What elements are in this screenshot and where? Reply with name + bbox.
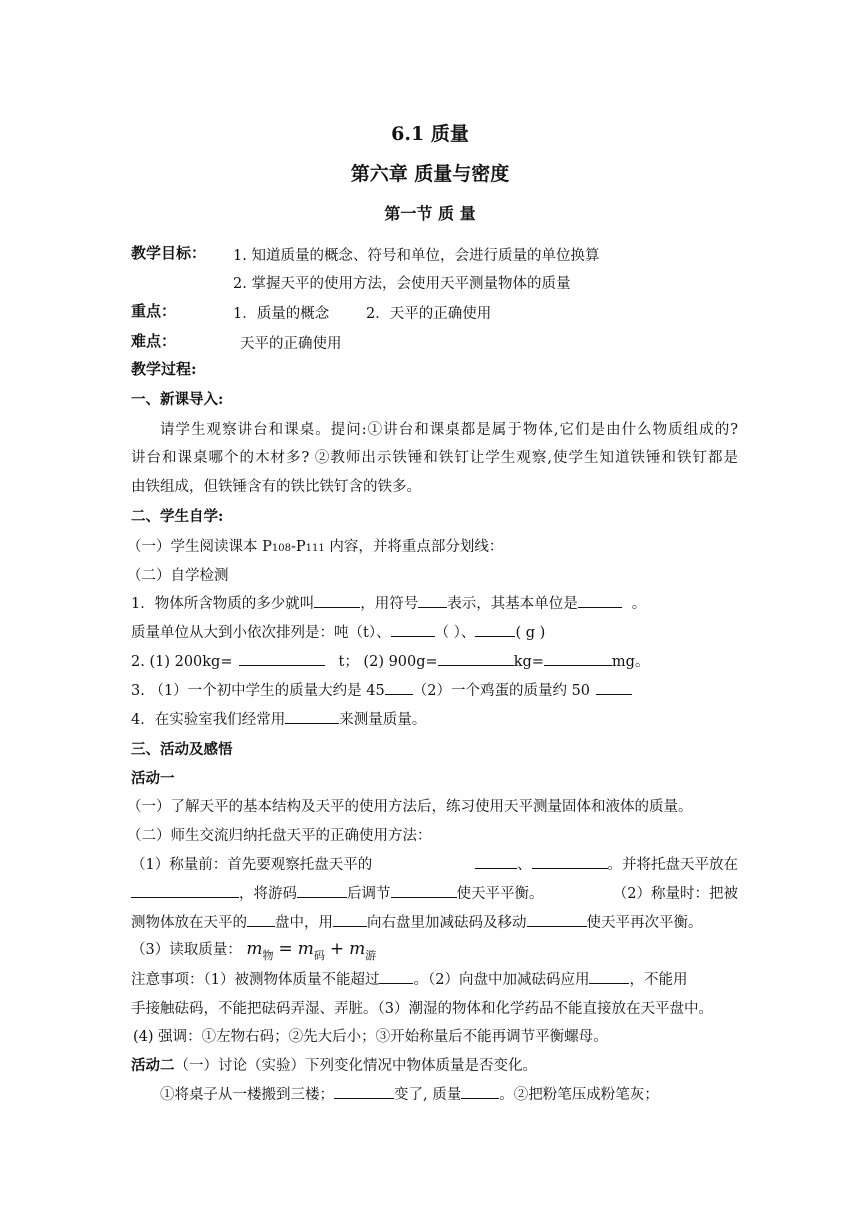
process-label: 教学过程: — [131, 360, 197, 378]
part1-line-3: 由铁组成，但铁锤含有的铁比铁钉含的铁多。 — [131, 479, 421, 495]
activity-2: 活动二（一）讨论（实验）下列变化情况中物体质量是否变化。 — [131, 1057, 537, 1074]
usage-line-2: ，将游码 后调节 使天平平衡。 （2）称量时：把被 — [131, 882, 738, 903]
key-item-1: 1．质量的概念 — [233, 306, 330, 322]
goal-1: 1. 知道质量的概念、符号和单位，会进行质量的单位换算 — [233, 248, 600, 264]
notes-line-2: 手接触砝码，不能把砝码弄湿、弄脏。（3）潮湿的物体和化学药品不能直接放在天平盘中。 — [131, 1001, 713, 1017]
activity-1-step-1: （一）了解天平的基本结构及天平的使用方法后，练习使用天平测量固体和液体的质量。 — [127, 799, 693, 815]
goal-2: 2. 掌握天平的使用方法，会使用天平测量物体的质量 — [233, 276, 571, 292]
doc-title: 6.1 质量 — [391, 123, 469, 145]
question-2: 2. (1) 200kg= t； (2) 900g= kg= mg。 — [131, 650, 649, 671]
question-1: 1．物体所含物质的多少就叫 ，用符号 表示，其基本单位是 。 — [131, 592, 646, 613]
usage-line-3: 测物体放在天平的 盘中，用 向右盘里加减砝码及移动 使天平再次平衡。 — [131, 911, 703, 932]
key-label: 重点： — [131, 302, 177, 320]
notes-line-1: 注意事项：（1）被测物体质量不能超过 。（2）向盘中加减砝码应用 ，不能用 — [131, 968, 738, 989]
part1-heading: 一、新课导入: — [131, 391, 224, 408]
question-1-order: 质量单位从大到小依次排列是：吨（t）、 （ ）、 ( g ) — [131, 621, 545, 642]
chapter-title: 第六章 质量与密度 — [350, 163, 510, 185]
question-3: 3. （1）一个初中学生的质量大约是 45 （2）一个鸡蛋的质量约 50 — [131, 679, 632, 700]
self-check-heading: （二）自学检测 — [127, 568, 229, 584]
part1-line-1: 请学生观察讲台和课桌。提问:①讲台和课桌都是属于物体,它们是由什么物质组成的? — [160, 422, 738, 438]
section-title: 第一节 质 量 — [384, 204, 476, 223]
notes-line-3: (4) 强调：①左物右码；②先大后小；③开始称量后不能再调节平衡螺母。 — [133, 1029, 608, 1045]
question-4: 4．在实验室我们经常用 来测量质量。 — [131, 708, 426, 729]
part2-reading: （一）学生阅读课本 P108-P111 内容，并将重点部分划线： — [127, 539, 504, 555]
goals-label: 教学目标： — [131, 244, 207, 262]
usage-line-4: （3）读取质量： $m_物 = m_码 + m_游$ — [131, 939, 377, 962]
key-item-2: 2．天平的正确使用 — [366, 306, 492, 322]
activity-1-step-2: （二）师生交流归纳托盘天平的正确使用方法： — [127, 828, 432, 844]
mass-formula: $m_物 = m_码 + m_游$ — [246, 939, 377, 962]
part3-heading: 三、活动及感悟 — [131, 741, 233, 758]
difficulty-label: 难点： — [131, 332, 177, 350]
usage-line-1: （1）称量前：首先要观察托盘天平的 、 。并将托盘天平放在 — [131, 853, 738, 874]
part2-heading: 二、学生自学: — [131, 508, 224, 525]
difficulty-text: 天平的正确使用 — [240, 336, 342, 352]
activity-1-label: 活动一 — [131, 770, 175, 787]
part1-line-2: 讲台和课桌哪个的木材多? ②教师出示铁锤和铁钉让学生观察,使学生知道铁锤和铁钉都是 — [131, 450, 738, 466]
activity-2-line-1: ①将桌子从一楼搬到三楼； 变了, 质量 。②把粉笔压成粉笔灰； — [160, 1083, 738, 1104]
